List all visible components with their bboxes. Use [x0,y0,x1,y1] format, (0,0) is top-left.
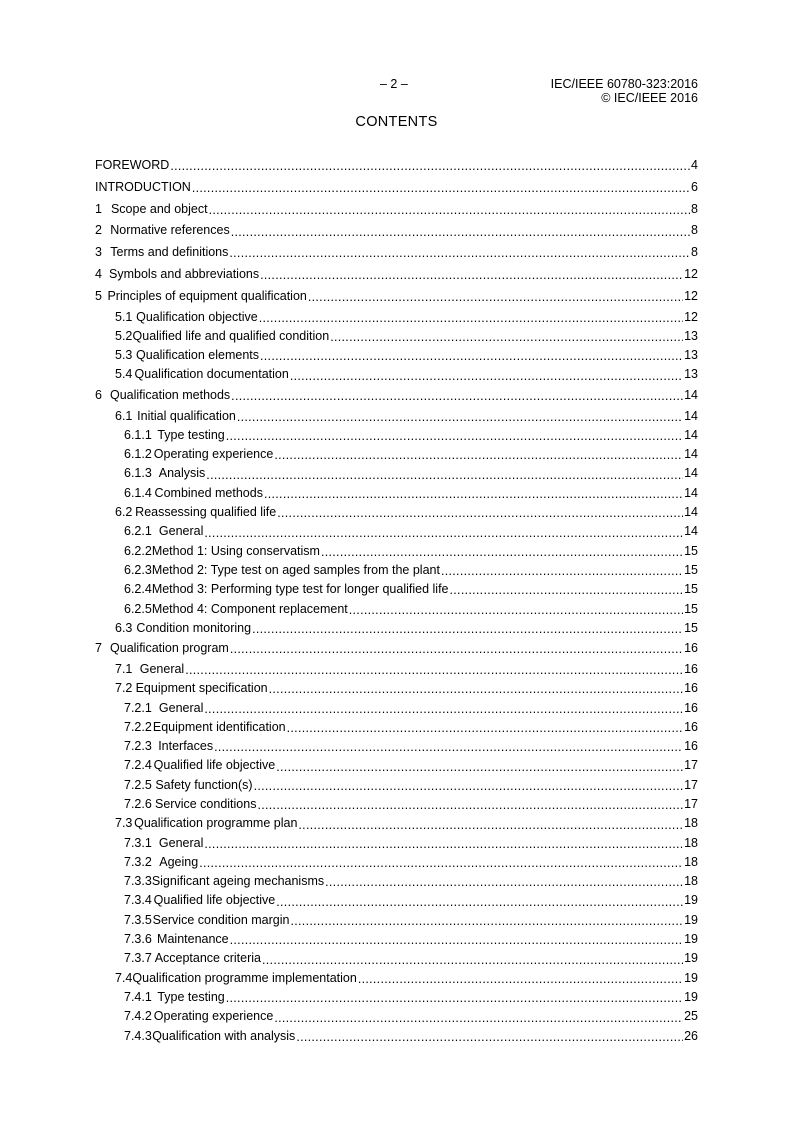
toc-entry[interactable] [95,242,698,264]
toc-entry-title: Reassessing qualified life [135,503,277,522]
toc-entry-page: 18 [684,854,698,869]
toc-entry-number: 7.2 [115,681,133,696]
toc-entry-page: 14 [684,485,698,500]
toc-entry-title: Principles of equipment qualification [107,286,307,308]
toc-entry-page: 25 [684,1009,698,1024]
toc-entry-number: 7.4.2 [124,1009,152,1024]
toc-entry-title: Service condition margin [153,911,291,930]
toc-entry-number: 6.2.3 [124,562,152,577]
dot-leader [276,761,683,774]
toc-entry-page: 14 [684,427,698,442]
toc-entry-title: Type testing [157,988,225,1007]
toc-entry-title: Method 4: Component replacement [152,600,349,619]
dot-leader [209,204,690,217]
toc-entry[interactable] [95,600,698,619]
toc-entry-page: 19 [684,951,698,966]
toc-entry-number: 7.3.1 [124,835,152,850]
toc-entry-number: 6.3 [115,620,133,635]
toc-entry-page: 4 [691,158,698,172]
toc-entry-page: 6 [691,179,698,194]
toc-entry-number: 5 [95,288,102,303]
dot-leader [170,160,690,173]
toc-entry[interactable] [95,988,698,1007]
toc-entry-page: 17 [684,758,698,773]
dot-leader [231,226,690,239]
dot-leader [204,527,683,540]
toc-entry[interactable] [95,177,698,199]
toc-entry-title: FOREWORD [95,155,170,177]
toc-entry[interactable] [95,346,698,365]
dot-leader [252,623,683,636]
toc-entry[interactable] [95,365,698,384]
toc-entry-page: 14 [684,505,698,520]
dot-leader [269,683,683,696]
toc-entry-number: 6.2.4 [124,582,152,597]
toc-entry-number: 7.3.7 [124,951,152,966]
toc-entry-title: Combined methods [155,484,264,503]
toc-entry[interactable] [95,580,698,599]
toc-entry-number: 5.1 [115,309,133,324]
toc-entry-number: 7.3.4 [124,893,152,908]
toc-entry-number: 7.3.5 [124,912,152,927]
toc-entry[interactable] [95,308,698,327]
toc-entry-number: 5.4 [115,367,133,382]
dot-leader [204,838,683,851]
toc-entry[interactable] [95,718,698,737]
dot-leader [450,584,684,597]
toc-entry-number: 4 [95,266,102,281]
toc-entry-title: Equipment specification [136,679,269,698]
toc-entry-title: Condition monitoring [136,619,252,638]
toc-entry[interactable] [95,407,698,426]
toc-entry-title: Qualified life and qualified condition [133,327,331,346]
toc-entry-page: 14 [684,524,698,539]
toc-entry-page: 16 [684,719,698,734]
toc-entry-page: 18 [684,816,698,831]
toc-entry-page: 14 [684,466,698,481]
toc-entry-number: 5.3 [115,348,133,363]
toc-entry-number: 7.3 [115,816,133,831]
toc-entry[interactable] [95,699,698,718]
toc-entry[interactable] [95,522,698,541]
toc-entry-title: Analysis [159,464,207,483]
dot-leader [199,857,683,870]
toc-entry-title: Qualification methods [110,385,231,407]
standard-header [551,77,698,105]
toc-entry-number: 6 [95,387,102,402]
toc-entry-page: 16 [684,700,698,715]
toc-entry[interactable] [95,795,698,814]
dot-leader [308,291,683,304]
toc-entry[interactable] [95,911,698,930]
toc-entry[interactable] [95,949,698,968]
toc-entry[interactable] [95,679,698,698]
dot-leader [321,546,683,559]
toc-entry[interactable] [95,327,698,346]
dot-leader [230,643,683,656]
toc-entry-title: Method 2: Type test on aged samples from the plant [152,561,441,580]
toc-entry-title: Qualification elements [136,346,260,365]
toc-entry-page: 13 [684,367,698,382]
toc-entry[interactable] [95,464,698,483]
toc-entry-number: 6.2 [115,505,133,520]
toc-entry-title: Initial qualification [137,407,237,426]
toc-entry-title: Ageing [159,853,199,872]
dot-leader [259,312,683,325]
toc-entry-number: 7.3.6 [124,932,152,947]
dot-leader [274,449,683,462]
toc-entry-number: 6.2.5 [124,601,152,616]
toc-entry-number: 7.2.3 [124,739,152,754]
toc-entry[interactable] [95,1007,698,1026]
dot-leader [214,741,683,754]
toc-entry-title: Interfaces [158,737,214,756]
toc-entry-page: 18 [684,874,698,889]
toc-entry-title: Qualification programme plan [134,814,298,833]
toc-entry-page: 19 [684,932,698,947]
toc-entry[interactable] [95,930,698,949]
toc-entry-page: 8 [691,245,698,260]
toc-entry-page: 16 [684,739,698,754]
table-of-contents [95,155,698,1046]
toc-entry[interactable] [95,445,698,464]
toc-entry-page: 16 [684,641,698,656]
toc-entry-title: Qualification programme implementation [132,969,357,988]
dot-leader [276,896,683,909]
toc-entry-page: 19 [684,970,698,985]
toc-entry-title: Terms and definitions [110,242,229,264]
toc-entry-page: 12 [684,288,698,303]
toc-entry-page: 12 [684,309,698,324]
toc-entry-title: General [159,834,204,853]
toc-entry-page: 14 [684,387,698,402]
toc-entry-title: Operating experience [154,445,275,464]
toc-entry[interactable] [95,872,698,891]
dot-leader [298,819,683,832]
toc-entry-page: 8 [691,201,698,216]
toc-entry-number: 7.2.1 [124,700,152,715]
dot-leader [296,1031,683,1044]
toc-entry[interactable] [95,1027,698,1046]
toc-entry-title: Qualification objective [136,308,259,327]
toc-entry-title: Maintenance [157,930,230,949]
contents-title: CONTENTS [355,114,438,130]
dot-leader [262,954,683,967]
toc-entry-title: Qualification documentation [135,365,290,384]
copyright-notice: © IEC/IEEE 2016 [601,91,698,105]
toc-entry[interactable] [95,853,698,872]
dot-leader [274,1012,683,1025]
toc-entry-title: Type testing [157,426,225,445]
toc-entry[interactable] [95,891,698,910]
toc-entry-number: 7.4.3 [124,1028,152,1043]
toc-entry-number: 7.2.2 [124,719,152,734]
toc-entry[interactable] [95,426,698,445]
toc-entry[interactable] [95,542,698,561]
toc-entry-number: 6.1.1 [124,427,152,442]
toc-entry-page: 19 [684,893,698,908]
toc-entry-page: 14 [684,447,698,462]
toc-entry[interactable] [95,814,698,833]
toc-entry-title: Normative references [110,220,231,242]
dot-leader [230,934,683,947]
toc-entry-page: 15 [684,562,698,577]
dot-leader [358,973,683,986]
toc-entry-title: Method 1: Using conservatism [152,542,321,561]
dot-leader [204,703,683,716]
toc-entry-page: 13 [684,328,698,343]
dot-leader [231,390,683,403]
toc-entry[interactable] [95,660,698,679]
toc-entry-number: 1 [95,201,102,216]
toc-entry-number: 7.2.6 [124,797,152,811]
toc-entry-number: 6.2.1 [124,524,152,539]
toc-entry-title: Safety function(s) [155,776,253,795]
dot-leader [206,469,683,482]
toc-entry-title: General [159,522,204,541]
toc-entry-title: Significant ageing mechanisms [152,872,325,891]
toc-entry-page: 26 [684,1028,698,1043]
toc-entry[interactable] [95,220,698,242]
dot-leader [237,411,683,424]
toc-entry-page: 8 [691,223,698,238]
toc-entry-number: 6.2.2 [124,543,152,558]
toc-entry[interactable] [95,561,698,580]
dot-leader [226,992,683,1005]
dot-leader [325,876,683,889]
toc-entry-page: 15 [684,620,698,635]
toc-entry-title: Operating experience [154,1007,275,1026]
toc-entry[interactable] [95,484,698,503]
toc-entry-page: 15 [684,601,698,616]
toc-entry-page: 18 [684,835,698,850]
dot-leader [287,722,683,735]
toc-entry-page: 14 [684,408,698,423]
toc-entry[interactable] [95,969,698,988]
toc-entry-number: 2 [95,223,102,238]
dot-leader [226,430,683,443]
toc-entry-page: 17 [684,797,698,811]
toc-entry[interactable] [95,619,698,638]
toc-entry[interactable] [95,756,698,775]
toc-entry-page: 16 [684,681,698,696]
dot-leader [441,565,683,578]
toc-entry-title: Equipment identification [153,718,287,737]
dot-leader [257,799,683,812]
toc-entry-title: INTRODUCTION [95,177,192,199]
toc-entry-title: Scope and object [111,199,209,221]
dot-leader [290,915,683,928]
toc-entry-title: General [140,660,185,679]
toc-entry-number: 7 [95,641,102,656]
dot-leader [229,247,690,260]
toc-entry[interactable] [95,834,698,853]
dot-leader [264,488,683,501]
toc-entry-title: Qualification with analysis [152,1027,296,1046]
toc-entry-number: 6.1.2 [124,447,152,462]
dot-leader [290,370,683,383]
toc-entry-page: 19 [684,989,698,1004]
toc-entry-number: 6.1 [115,408,133,423]
toc-entry-title: Service conditions [155,795,257,814]
toc-entry-page: 12 [684,266,698,281]
toc-entry-number: 7.4.1 [124,989,152,1004]
toc-entry[interactable] [95,776,698,795]
dot-leader [185,664,683,677]
toc-entry-page: 15 [684,582,698,597]
toc-entry[interactable] [95,385,698,407]
page-number-header: – 2 – [380,77,408,91]
toc-entry-number: 7.1 [115,661,133,676]
toc-entry[interactable] [95,503,698,522]
toc-entry-number: 3 [95,245,102,260]
toc-entry-title: Symbols and abbreviations [109,264,260,286]
toc-entry-page: 17 [684,777,698,792]
toc-entry-title: Qualified life objective [154,756,277,775]
dot-leader [192,182,690,195]
dot-leader [260,350,683,363]
toc-entry-number: 5.2 [115,328,133,343]
toc-entry-number: 7.4 [115,970,133,985]
toc-entry-number: 7.3.3 [124,874,152,889]
standard-designation: IEC/IEEE 60780-323:2016 [550,77,698,91]
toc-entry-number: 7.2.4 [124,758,152,773]
dot-leader [330,331,683,344]
toc-entry-number: 6.1.3 [124,466,152,481]
toc-entry-page: 16 [684,661,698,676]
toc-entry[interactable] [95,199,698,221]
toc-entry-title: Qualification program [110,638,230,660]
dot-leader [349,604,683,617]
toc-entry-title: Qualified life objective [154,891,277,910]
dot-leader [254,780,684,793]
toc-entry-page: 15 [684,543,698,558]
toc-entry[interactable] [95,286,698,308]
toc-entry[interactable] [95,737,698,756]
dot-leader [260,269,683,282]
toc-entry[interactable] [95,264,698,286]
toc-entry-page: 19 [684,912,698,927]
toc-entry-title: Acceptance criteria [155,949,262,968]
toc-entry[interactable] [95,638,698,660]
toc-entry-title: General [159,699,204,718]
toc-entry-title: Method 3: Performing type test for longer qualified life [152,580,450,599]
toc-entry-number: 6.1.4 [124,485,152,500]
toc-entry-page: 13 [684,348,698,363]
toc-entry[interactable] [95,155,698,177]
dot-leader [277,507,683,520]
toc-entry-number: 7.2.5 [124,777,152,792]
toc-entry-number: 7.3.2 [124,854,152,869]
